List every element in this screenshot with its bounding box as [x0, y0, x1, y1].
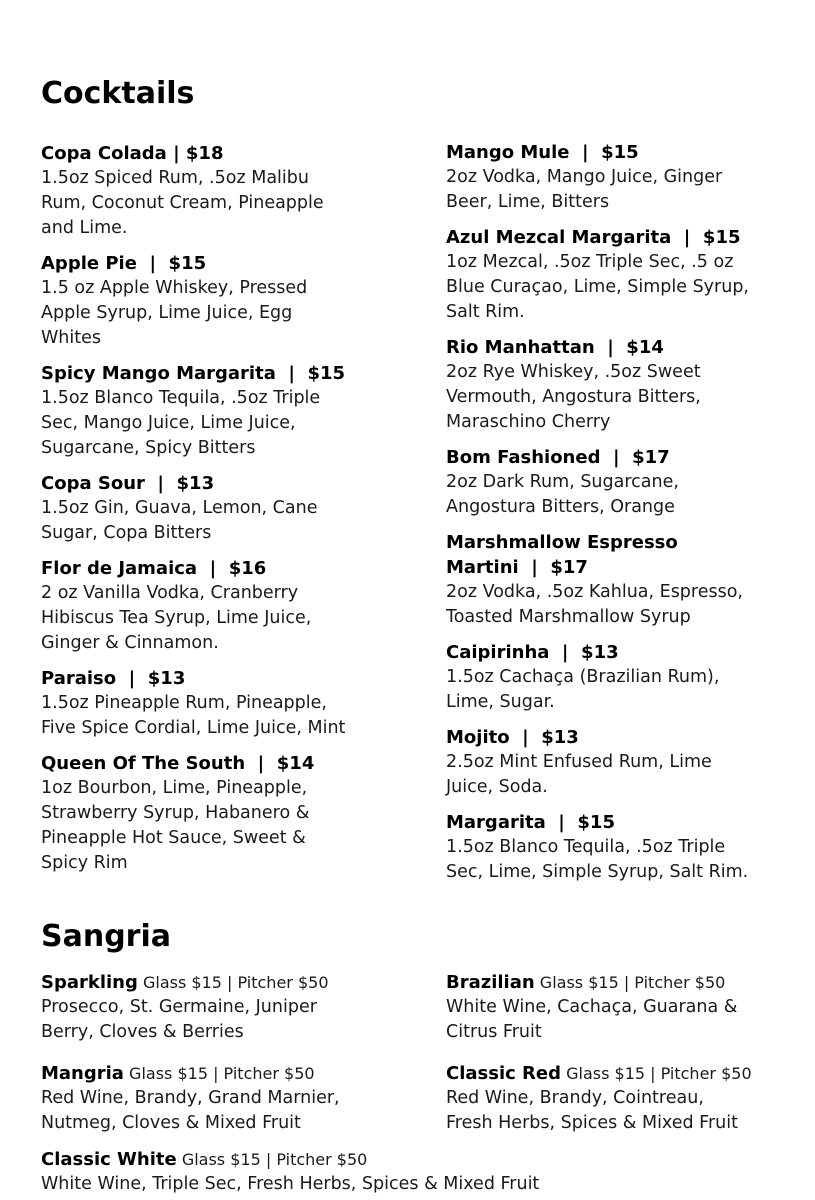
item-name: Mojito | $13 — [446, 727, 579, 748]
item-name: Rio Manhattan | $14 — [446, 337, 664, 358]
item-price: Glass $15 | Pitcher $50 — [539, 973, 726, 992]
item-ingredients: 1.5oz Blanco Tequila, .5oz Triple Sec, Mango Juice, Lime Juice, Sugarcane, Spicy Bitters — [41, 388, 321, 458]
cocktails-right-column — [446, 140, 811, 885]
sangria-heading: Sangria — [41, 919, 172, 954]
menu-item — [446, 140, 811, 215]
menu-item — [446, 225, 811, 325]
item-ingredients: Red Wine, Brandy, Cointreau, Fresh Herbs, Spices & Mixed Fruit — [446, 1088, 738, 1133]
menu-item — [41, 556, 411, 656]
item-ingredients: White Wine, Cachaça, Guarana & Citrus Fruit — [446, 997, 738, 1042]
menu-item — [41, 251, 411, 351]
item-price: Glass $15 | Pitcher $50 — [566, 1064, 752, 1083]
item-name: Caipirinha | $13 — [446, 642, 619, 663]
item-price: Glass $15 | Pitcher $50 — [181, 1150, 368, 1169]
menu-item — [41, 141, 411, 241]
item-name: Copa Sour | $13 — [41, 473, 215, 494]
item-name: Copa Colada | $18 — [41, 143, 224, 164]
item-ingredients: 2oz Dark Rum, Sugarcane, Angostura Bitters, Orange — [446, 472, 679, 517]
item-ingredients: 2oz Rye Whiskey, .5oz Sweet Vermouth, Angostura Bitters, Maraschino Cherry — [446, 362, 701, 432]
item-ingredients: 2oz Vodka, Mango Juice, Ginger Beer, Lime, Bitters — [446, 167, 723, 212]
item-ingredients: 1.5oz Spiced Rum, .5oz Malibu Rum, Coconut Cream, Pineapple and Lime. — [41, 168, 324, 238]
menu-item — [446, 810, 811, 885]
sangria-item — [446, 970, 811, 1045]
item-name: Sparkling — [41, 972, 138, 993]
item-ingredients: 1.5oz Gin, Guava, Lemon, Cane Sugar, Copa Bitters — [41, 498, 318, 543]
item-name: Classic White — [41, 1149, 177, 1170]
item-ingredients: 2oz Vodka, .5oz Kahlua, Espresso, Toasted Marshmallow Syrup — [446, 582, 743, 627]
item-name: Mangria — [41, 1063, 124, 1084]
item-ingredients: Red Wine, Brandy, Grand Marnier, Nutmeg, Cloves & Mixed Fruit — [41, 1088, 340, 1133]
item-ingredients: 1.5oz Blanco Tequila, .5oz Triple Sec, Lime, Simple Syrup, Salt Rim. — [446, 837, 749, 882]
sangria-item — [41, 1147, 801, 1197]
item-name: Paraiso | $13 — [41, 668, 186, 689]
item-ingredients: 1.5 oz Apple Whiskey, Pressed Apple Syrup, Lime Juice, Egg Whites — [41, 278, 308, 348]
menu-item — [41, 751, 411, 876]
menu-item — [41, 471, 411, 546]
menu-item — [446, 725, 811, 800]
item-name: Margarita | $15 — [446, 812, 615, 833]
item-price: Glass $15 | Pitcher $50 — [129, 1064, 315, 1083]
sangria-item — [41, 970, 436, 1045]
item-ingredients: 1.5oz Cachaça (Brazilian Rum), Lime, Sugar. — [446, 667, 720, 712]
menu-item — [446, 640, 811, 715]
item-ingredients: 1oz Mezcal, .5oz Triple Sec, .5 oz Blue Curaçao, Lime, Simple Syrup, Salt Rim. — [446, 252, 749, 322]
item-ingredients: 2 oz Vanilla Vodka, Cranberry Hibiscus Tea Syrup, Lime Juice, Ginger & Cinnamon. — [41, 583, 312, 653]
item-ingredients: Prosecco, St. Germaine, Juniper Berry, Cloves & Berries — [41, 997, 317, 1042]
item-name: Mango Mule | $15 — [446, 142, 639, 163]
menu-item — [446, 530, 811, 630]
item-name: Bom Fashioned | $17 — [446, 447, 670, 468]
item-ingredients: 1.5oz Pineapple Rum, Pineapple, Five Spice Cordial, Lime Juice, Mint — [41, 693, 346, 738]
menu-item — [41, 361, 411, 461]
cocktails-heading: Cocktails — [41, 76, 195, 111]
item-ingredients: 1oz Bourbon, Lime, Pineapple, Strawberry Syrup, Habanero & Pineapple Hot Sauce, Sweet & Spicy Rim — [41, 778, 310, 873]
item-name: Azul Mezcal Margarita | $15 — [446, 227, 741, 248]
item-price: Glass $15 | Pitcher $50 — [142, 973, 329, 992]
item-name: Marshmallow Espresso Martini | $17 — [446, 532, 678, 578]
sangria-item — [446, 1061, 811, 1136]
item-name: Apple Pie | $15 — [41, 253, 207, 274]
item-name: Classic Red — [446, 1063, 562, 1084]
item-name: Queen Of The South | $14 — [41, 753, 315, 774]
item-name: Flor de Jamaica | $16 — [41, 558, 267, 579]
item-name: Spicy Mango Margarita | $15 — [41, 363, 346, 384]
item-ingredients: White Wine, Triple Sec, Fresh Herbs, Spices & Mixed Fruit — [41, 1174, 540, 1194]
cocktails-left-column — [41, 141, 411, 876]
menu-item — [41, 666, 411, 741]
item-ingredients: 2.5oz Mint Enfused Rum, Lime Juice, Soda. — [446, 752, 712, 797]
item-name: Brazilian — [446, 972, 535, 993]
menu-item — [446, 335, 811, 435]
menu-item — [446, 445, 811, 520]
sangria-item — [41, 1061, 436, 1136]
